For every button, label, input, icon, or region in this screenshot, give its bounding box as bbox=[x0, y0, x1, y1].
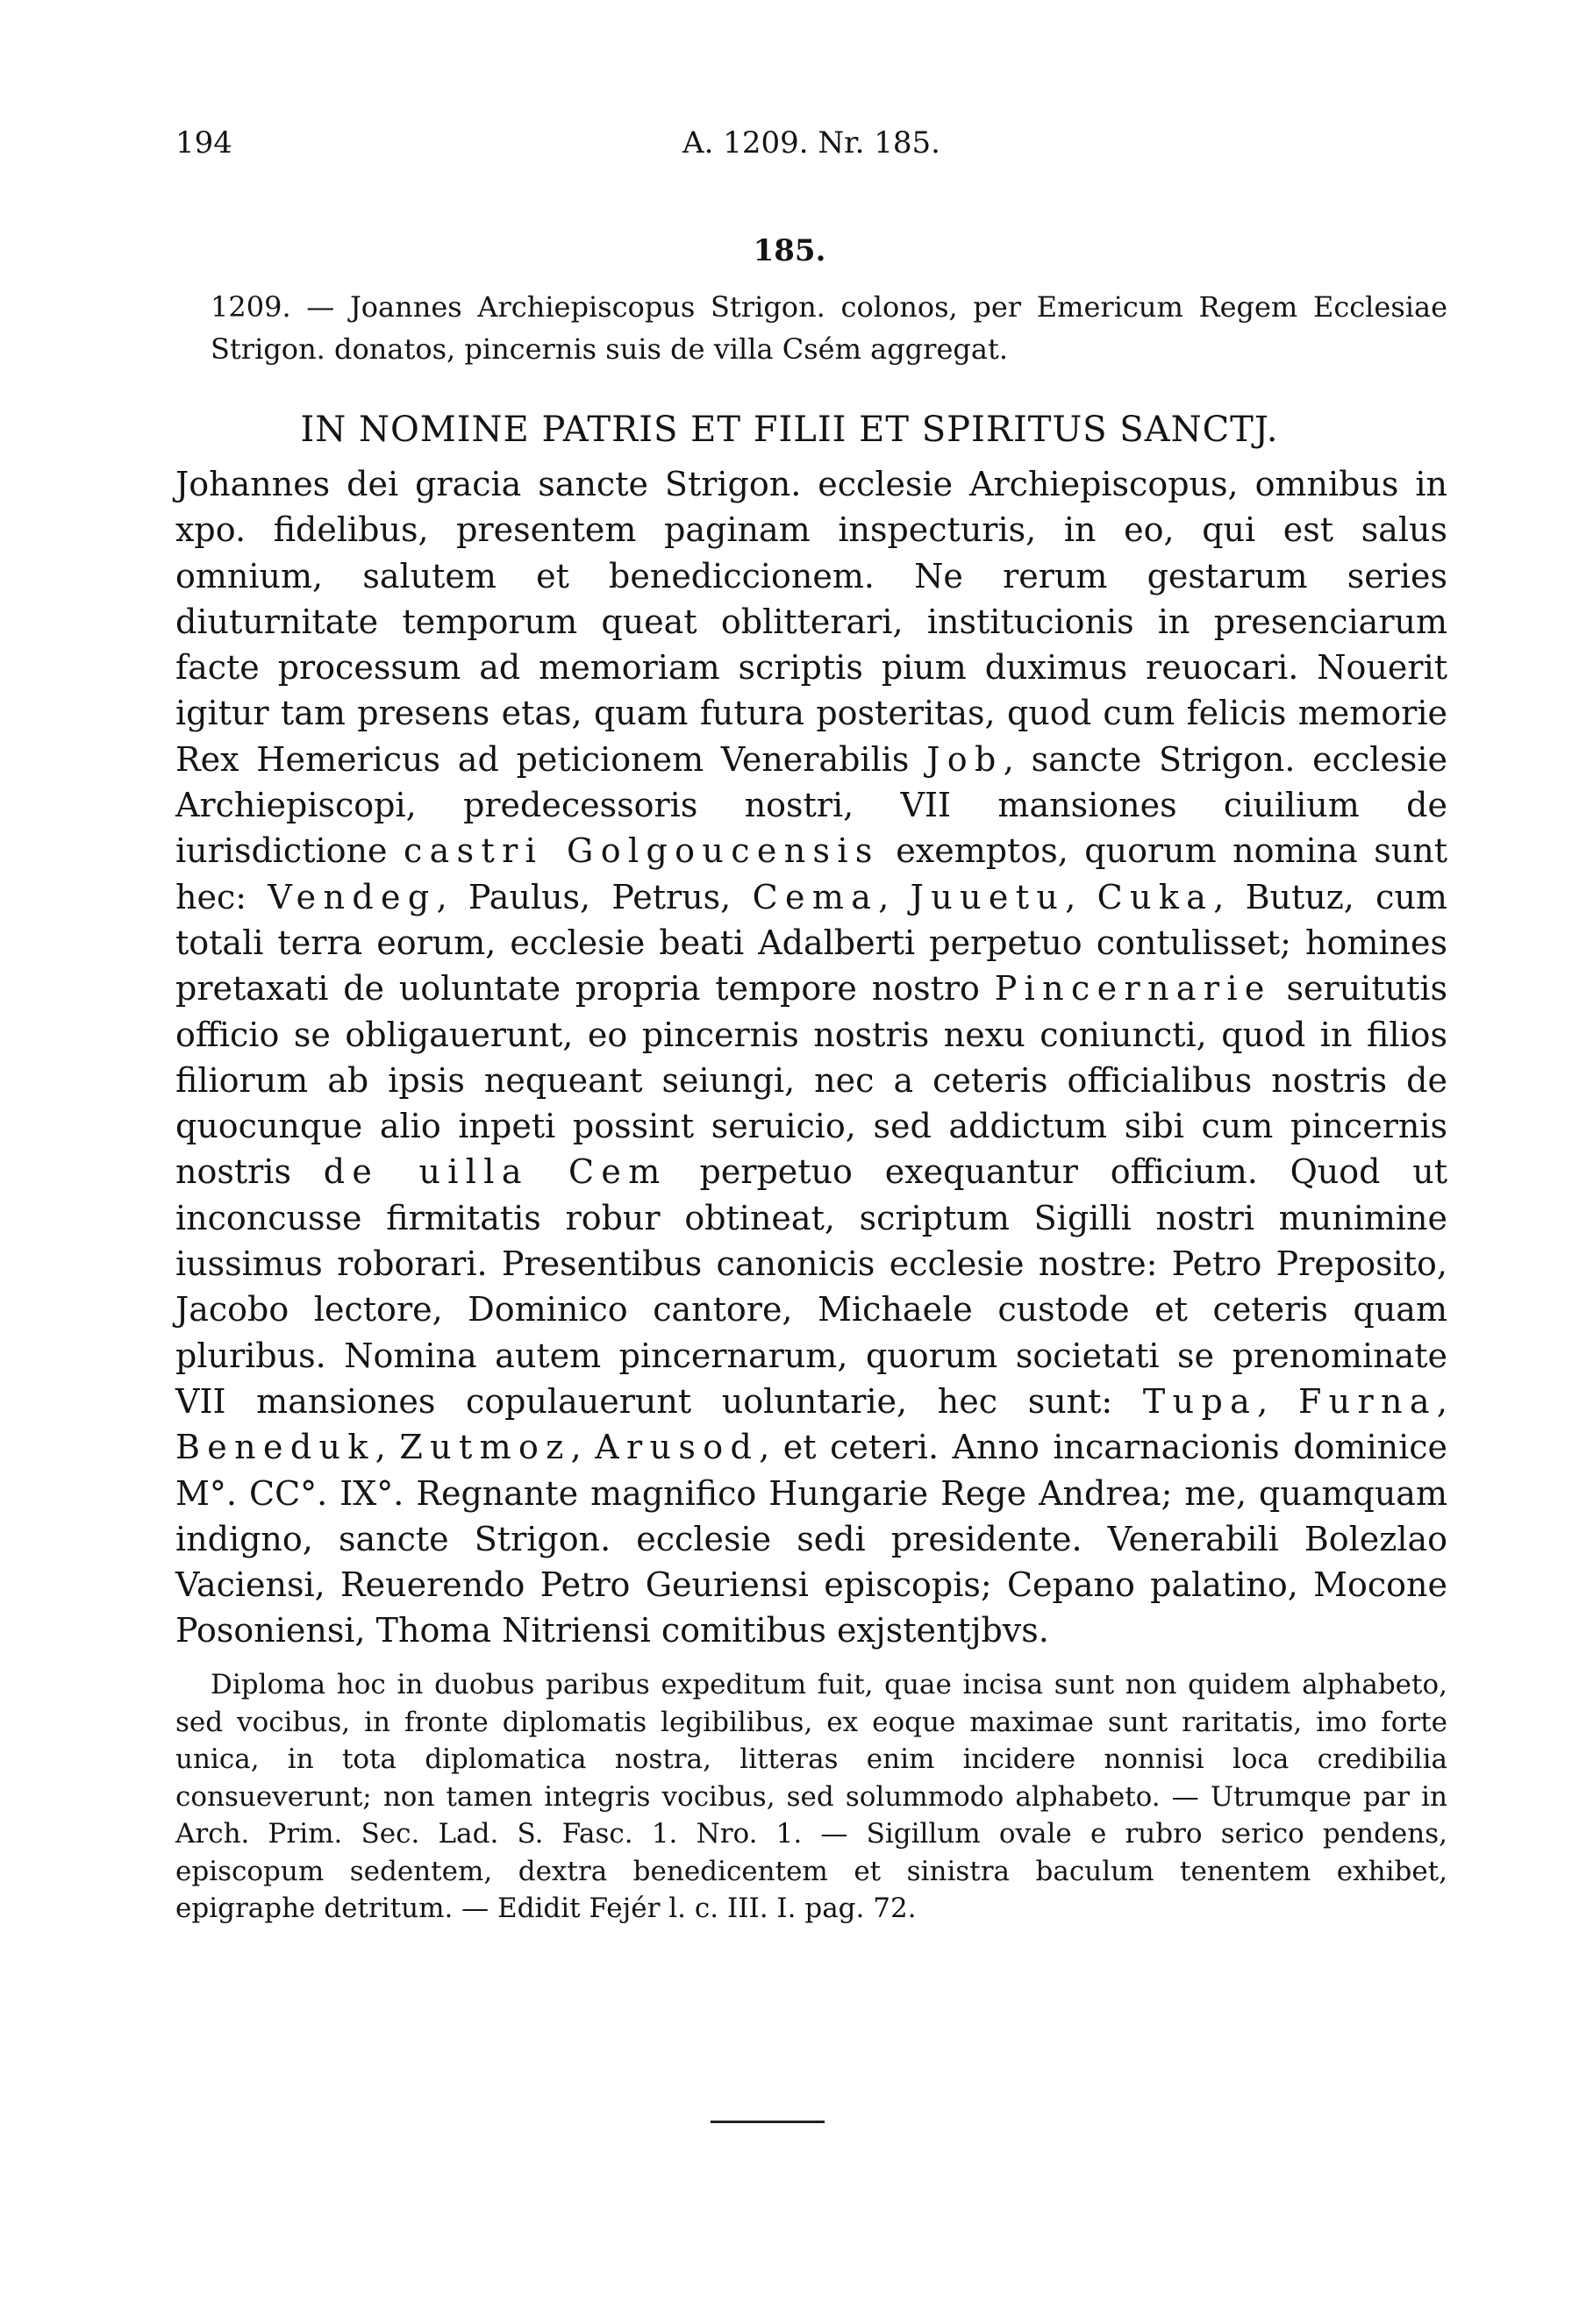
text-segment: , bbox=[878, 877, 911, 916]
text-segment: Johannes dei gracia sancte Strigon. ecclesie Archiepiscopus, omnibus in xpo. fidelibus, presentem paginam inspecturis, in eo, qui est salus omnium, salutem et benediccionem. Ne rerum gestarum series diuturnitate temporum queat oblitterari, institucionis in presenciarum facte processum ad memoriam scriptis pium duximus reuocari. Nouerit igitur tam presens etas, quam futura posteritas, quod cum felicis memorie Rex Hemericus ad peticionem Venerabilis bbox=[175, 465, 1447, 779]
spaced-name: Job bbox=[926, 739, 1004, 779]
spaced-name: Tupa bbox=[1142, 1381, 1258, 1421]
text-segment: , bbox=[570, 1428, 596, 1467]
text-segment: , Paulus, Petrus, bbox=[436, 877, 753, 916]
spaced-name: Cema bbox=[752, 877, 879, 916]
spaced-name: Arusod bbox=[595, 1428, 760, 1467]
regest: 1209. — Joannes Archiepiscopus Strigon. colonos, per Emericum Regem Ecclesiae Strigon. donatos, pincernis suis de villa Csém aggregat. bbox=[211, 290, 1447, 366]
spaced-name: Beneduk bbox=[175, 1428, 375, 1467]
end-rule bbox=[711, 2121, 825, 2123]
spaced-name: Cuka bbox=[1097, 877, 1214, 916]
document-number: 185. bbox=[753, 233, 826, 268]
running-title: A. 1209. Nr. 185. bbox=[682, 125, 940, 160]
spaced-name: Zutmoz bbox=[399, 1428, 571, 1467]
text-segment: , bbox=[1065, 877, 1097, 916]
page-number: 194 bbox=[175, 125, 232, 160]
invocatio: IN NOMINE PATRIS ET FILII ET SPIRITUS SANCTJ. bbox=[300, 410, 1279, 450]
text-segment: , bbox=[1436, 1381, 1447, 1421]
text-segment: , Butuz, cum totali terra eorum, ecclesie beati Adalberti perpetuo contulisset; homines pretaxati de uoluntate propria tempore nostro bbox=[175, 877, 1447, 1009]
spaced-name: castri Golgoucensis bbox=[403, 831, 880, 871]
charter-text bbox=[175, 461, 1447, 1654]
spaced-name: Vendeg bbox=[268, 877, 437, 916]
text-segment: perpetuo exequantur officium. Quod ut inconcusse firmitatis robur obtineat, scriptum Sigilli nostri munimine iussimus roborari. Presentibus canonicis ecclesie nostre: Petro Preposito, Jacobo lectore, Dominico cantore, Michaele custode et ceteris quam pluribus. Nomina autem pincernarum, quorum societati se prenominate VII mansiones copulauerunt uoluntarie, hec sunt: bbox=[175, 1152, 1447, 1421]
spaced-name: Furna bbox=[1297, 1381, 1437, 1421]
text-segment: exemptos, quorum nomina sunt hec: bbox=[175, 831, 1447, 916]
spaced-name: de uilla Cem bbox=[323, 1152, 668, 1192]
spaced-name: Pincernarie bbox=[994, 969, 1272, 1009]
text-segment: , et ceteri. Anno incarnacionis dominice M°. CC°. IX°. Regnante magnifico Hungarie Rege Andrea; me, quamquam indigno, sancte Strigon. ecclesie sedi presidente. Venerabili Bolezlao Vaciensi, Reuerendo Petro Geuriensi episcopis; Cepano palatino, Mocone Posoniensi, Thoma Nitriensi comitibus exjstentjbvs. bbox=[175, 1428, 1447, 1650]
text-segment: , bbox=[375, 1428, 400, 1467]
text-segment: seruitutis officio se obligauerunt, eo pincernis nostris nexu coniuncti, quod in filios filiorum ab ipsis nequeant seiungi, nec a ceteris officialibus nostris de quocunque alio inpeti possint seruicio, sed addictum sibi cum pincernis nostris bbox=[175, 969, 1447, 1192]
editorial-note: Diploma hoc in duobus paribus expeditum fuit, quae incisa sunt non quidem alphabeto, sed vocibus, in fronte diplomatis legibilibus, ex eoque maximae sunt raritatis, imo forte unica, in tota diplomatica nostra, litteras enim incidere nonnisi loca credibilia consueverunt; non tamen integris vocibus, sed solummodo alphabeto. — Utrumque par in Arch. Prim. Sec. Lad. S. Fasc. 1. Nro. 1. — Sigillum ovale e rubro serico pendens, episcopum sedentem, dextra benedicentem et sinistra baculum tenentem exhibet, epigraphe detritum. — Edidit Fejér l. c. III. I. pag. 72. bbox=[175, 1669, 1447, 1924]
text-segment: , bbox=[1257, 1381, 1298, 1421]
spaced-name: Juuetu bbox=[910, 877, 1066, 916]
running-head bbox=[175, 125, 1447, 169]
text-segment: , sancte Strigon. ecclesie Archiepiscopi, predecessoris nostri, VII mansiones ciuilium de iurisdictione bbox=[175, 739, 1448, 871]
